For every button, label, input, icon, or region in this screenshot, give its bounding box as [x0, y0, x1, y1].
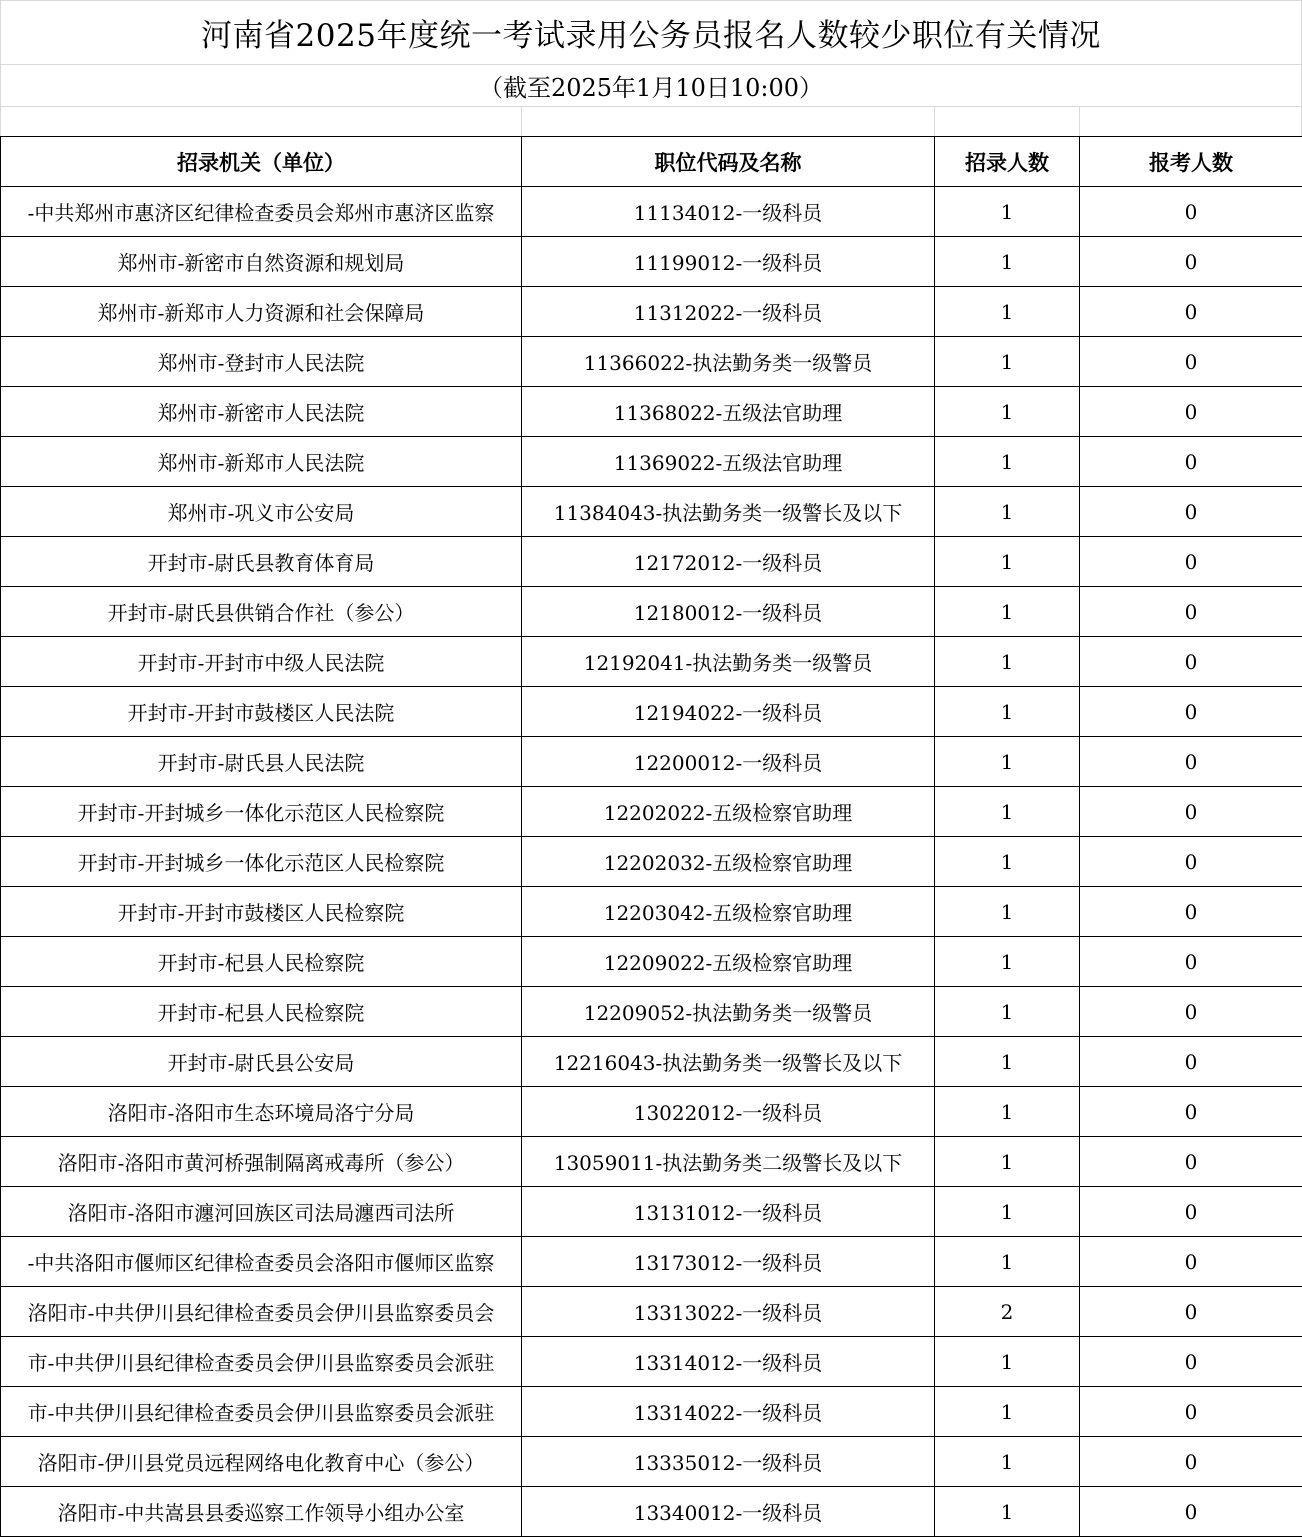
- table-row: [1, 387, 1302, 437]
- table-row: [1, 787, 1302, 837]
- page-title: 河南省2025年度统一考试录用公务员报名人数较少职位有关情况: [0, 0, 1302, 64]
- position-cell[interactable]: 13314012-一级科员: [522, 1337, 935, 1387]
- table-row: [1, 837, 1302, 887]
- table-row: [1, 487, 1302, 537]
- position-cell[interactable]: 13335012-一级科员: [522, 1437, 935, 1487]
- hires-cell[interactable]: 1: [935, 537, 1080, 587]
- table-row: [1, 1137, 1302, 1187]
- position-cell[interactable]: 12200012-一级科员: [522, 737, 935, 787]
- hires-cell[interactable]: 1: [935, 337, 1080, 387]
- table-row: [1, 737, 1302, 787]
- position-cell[interactable]: 13314022-一级科员: [522, 1387, 935, 1437]
- applicants-cell[interactable]: 0: [1080, 787, 1302, 837]
- applicants-cell[interactable]: 0: [1080, 237, 1302, 287]
- applicants-cell[interactable]: 0: [1080, 1087, 1302, 1137]
- agency-cell[interactable]: 市-中共伊川县纪律检查委员会伊川县监察委员会派驻: [1, 1387, 522, 1437]
- position-cell[interactable]: 11199012-一级科员: [522, 237, 935, 287]
- column-header-hires[interactable]: 招录人数: [935, 137, 1080, 187]
- page-subtitle: （截至2025年1月10日10:00）: [0, 64, 1302, 106]
- hires-cell[interactable]: 1: [935, 1487, 1080, 1537]
- position-cell[interactable]: 11134012-一级科员: [522, 187, 935, 237]
- position-cell[interactable]: 12180012-一级科员: [522, 587, 935, 637]
- table-row: [1, 587, 1302, 637]
- agency-cell[interactable]: 洛阳市-中共伊川县纪律检查委员会伊川县监察委员会: [1, 1287, 522, 1337]
- applicants-cell[interactable]: 0: [1080, 1287, 1302, 1337]
- applicants-cell[interactable]: 0: [1080, 1387, 1302, 1437]
- table-row: [1, 637, 1302, 687]
- position-cell[interactable]: 13340012-一级科员: [522, 1487, 935, 1537]
- table-row: [1, 987, 1302, 1037]
- hires-cell[interactable]: 1: [935, 587, 1080, 637]
- column-header-position[interactable]: 职位代码及名称: [522, 137, 935, 187]
- agency-cell[interactable]: 郑州市-新密市人民法院: [1, 387, 522, 437]
- applicants-cell[interactable]: 0: [1080, 1137, 1302, 1187]
- empty-cell[interactable]: [1079, 106, 1302, 136]
- column-header-agency[interactable]: 招录机关（单位）: [1, 137, 522, 187]
- position-cell[interactable]: 12192041-执法勤务类一级警员: [522, 637, 935, 687]
- agency-cell[interactable]: 郑州市-新密市自然资源和规划局: [1, 237, 522, 287]
- agency-cell[interactable]: 开封市-尉氏县供销合作社（参公）: [1, 587, 522, 637]
- hires-cell[interactable]: 1: [935, 1187, 1080, 1237]
- position-cell[interactable]: 12194022-一级科员: [522, 687, 935, 737]
- table-row: [1, 1337, 1302, 1387]
- applicants-cell[interactable]: 0: [1080, 287, 1302, 337]
- applicants-cell[interactable]: 0: [1080, 337, 1302, 387]
- position-cell[interactable]: 11312022-一级科员: [522, 287, 935, 337]
- table-row: [1, 1287, 1302, 1337]
- position-cell[interactable]: 12172012-一级科员: [522, 537, 935, 587]
- table-row: [1, 337, 1302, 387]
- agency-cell[interactable]: 开封市-开封市中级人民法院: [1, 637, 522, 687]
- hires-cell[interactable]: 1: [935, 387, 1080, 437]
- hires-cell[interactable]: 1: [935, 1087, 1080, 1137]
- agency-cell[interactable]: 开封市-开封市鼓楼区人民法院: [1, 687, 522, 737]
- agency-cell[interactable]: 郑州市-巩义市公安局: [1, 487, 522, 537]
- hires-cell[interactable]: 1: [935, 1037, 1080, 1087]
- position-cell[interactable]: 12209052-执法勤务类一级警员: [522, 987, 935, 1037]
- agency-cell[interactable]: 郑州市-新郑市人民法院: [1, 437, 522, 487]
- table-row: [1, 1187, 1302, 1237]
- hires-cell[interactable]: 1: [935, 1387, 1080, 1437]
- table-row: [1, 1237, 1302, 1287]
- agency-cell[interactable]: 郑州市-登封市人民法院: [1, 337, 522, 387]
- header-row: [1, 137, 1302, 187]
- agency-cell[interactable]: 市-中共伊川县纪律检查委员会伊川县监察委员会派驻: [1, 1337, 522, 1387]
- applicants-cell[interactable]: 0: [1080, 987, 1302, 1037]
- agency-cell[interactable]: 开封市-尉氏县教育体育局: [1, 537, 522, 587]
- table-row: [1, 1087, 1302, 1137]
- table-row: [1, 887, 1302, 937]
- table-row: [1, 537, 1302, 587]
- agency-cell[interactable]: 开封市-杞县人民检察院: [1, 937, 522, 987]
- hires-cell[interactable]: 1: [935, 787, 1080, 837]
- applicants-cell[interactable]: 0: [1080, 837, 1302, 887]
- hires-cell[interactable]: 1: [935, 1137, 1080, 1187]
- applicants-cell[interactable]: 0: [1080, 387, 1302, 437]
- agency-cell[interactable]: 洛阳市-洛阳市瀍河回族区司法局瀍西司法所: [1, 1187, 522, 1237]
- hires-cell[interactable]: 1: [935, 1437, 1080, 1487]
- applicants-cell[interactable]: 0: [1080, 487, 1302, 537]
- applicants-cell[interactable]: 0: [1080, 1337, 1302, 1387]
- agency-cell[interactable]: 郑州市-新郑市人力资源和社会保障局: [1, 287, 522, 337]
- position-cell[interactable]: 13022012-一级科员: [522, 1087, 935, 1137]
- applicants-cell[interactable]: 0: [1080, 637, 1302, 687]
- hires-cell[interactable]: 1: [935, 837, 1080, 887]
- position-cell[interactable]: 12202022-五级检察官助理: [522, 787, 935, 837]
- hires-cell[interactable]: 1: [935, 287, 1080, 337]
- applicants-cell[interactable]: 0: [1080, 887, 1302, 937]
- position-cell[interactable]: 11384043-执法勤务类一级警长及以下: [522, 487, 935, 537]
- agency-cell[interactable]: 洛阳市-中共嵩县县委巡察工作领导小组办公室: [1, 1487, 522, 1537]
- hires-cell[interactable]: 1: [935, 737, 1080, 787]
- applicants-cell[interactable]: 0: [1080, 737, 1302, 787]
- hires-cell[interactable]: 1: [935, 937, 1080, 987]
- hires-cell[interactable]: 1: [935, 687, 1080, 737]
- empty-row: [0, 106, 1302, 136]
- table-row: [1, 187, 1302, 237]
- hires-cell[interactable]: 1: [935, 437, 1080, 487]
- table-row: [1, 937, 1302, 987]
- agency-cell[interactable]: -中共洛阳市偃师区纪律检查委员会洛阳市偃师区监察: [1, 1237, 522, 1287]
- table-row: [1, 1387, 1302, 1437]
- table-row: [1, 287, 1302, 337]
- position-cell[interactable]: 12202032-五级检察官助理: [522, 837, 935, 887]
- agency-cell[interactable]: 开封市-尉氏县人民法院: [1, 737, 522, 787]
- hires-cell[interactable]: 1: [935, 487, 1080, 537]
- applicants-cell[interactable]: 0: [1080, 587, 1302, 637]
- position-cell[interactable]: 11366022-执法勤务类一级警员: [522, 337, 935, 387]
- applicants-cell[interactable]: 0: [1080, 437, 1302, 487]
- agency-cell[interactable]: 洛阳市-洛阳市生态环境局洛宁分局: [1, 1087, 522, 1137]
- hires-cell[interactable]: 1: [935, 187, 1080, 237]
- position-cell[interactable]: 13173012-一级科员: [522, 1237, 935, 1287]
- hires-cell[interactable]: 1: [935, 887, 1080, 937]
- agency-cell[interactable]: 开封市-杞县人民检察院: [1, 987, 522, 1037]
- position-cell[interactable]: 12216043-执法勤务类一级警长及以下: [522, 1037, 935, 1087]
- agency-cell[interactable]: 开封市-开封城乡一体化示范区人民检察院: [1, 837, 522, 887]
- agency-cell[interactable]: 洛阳市-洛阳市黄河桥强制隔离戒毒所（参公）: [1, 1137, 522, 1187]
- empty-cell[interactable]: [0, 106, 521, 136]
- applicants-cell[interactable]: 0: [1080, 537, 1302, 587]
- applicants-cell[interactable]: 0: [1080, 1437, 1302, 1487]
- position-cell[interactable]: 13059011-执法勤务类二级警长及以下: [522, 1137, 935, 1187]
- table-row: [1, 1437, 1302, 1487]
- applicants-cell[interactable]: 0: [1080, 937, 1302, 987]
- positions-table: [0, 136, 1302, 1537]
- hires-cell[interactable]: 1: [935, 637, 1080, 687]
- table-row: [1, 237, 1302, 287]
- applicants-cell[interactable]: 0: [1080, 1237, 1302, 1287]
- agency-cell[interactable]: 洛阳市-伊川县党员远程网络电化教育中心（参公）: [1, 1437, 522, 1487]
- column-header-applicants[interactable]: 报考人数: [1080, 137, 1302, 187]
- position-cell[interactable]: 11369022-五级法官助理: [522, 437, 935, 487]
- hires-cell[interactable]: 1: [935, 237, 1080, 287]
- table-row: [1, 687, 1302, 737]
- position-cell[interactable]: 13313022-一级科员: [522, 1287, 935, 1337]
- agency-cell[interactable]: -中共郑州市惠济区纪律检查委员会郑州市惠济区监察: [1, 187, 522, 237]
- position-cell[interactable]: 12209022-五级检察官助理: [522, 937, 935, 987]
- table-row: [1, 1037, 1302, 1087]
- applicants-cell[interactable]: 0: [1080, 187, 1302, 237]
- empty-cell[interactable]: [934, 106, 1079, 136]
- hires-cell[interactable]: 2: [935, 1287, 1080, 1337]
- table-body: [1, 187, 1302, 1537]
- position-cell[interactable]: 13131012-一级科员: [522, 1187, 935, 1237]
- empty-cell[interactable]: [521, 106, 934, 136]
- agency-cell[interactable]: 开封市-开封城乡一体化示范区人民检察院: [1, 787, 522, 837]
- hires-cell[interactable]: 1: [935, 987, 1080, 1037]
- table-row: [1, 1487, 1302, 1537]
- position-cell[interactable]: 12203042-五级检察官助理: [522, 887, 935, 937]
- position-cell[interactable]: 11368022-五级法官助理: [522, 387, 935, 437]
- applicants-cell[interactable]: 0: [1080, 1187, 1302, 1237]
- agency-cell[interactable]: 开封市-尉氏县公安局: [1, 1037, 522, 1087]
- hires-cell[interactable]: 1: [935, 1237, 1080, 1287]
- applicants-cell[interactable]: 0: [1080, 1037, 1302, 1087]
- hires-cell[interactable]: 1: [935, 1337, 1080, 1387]
- agency-cell[interactable]: 开封市-开封市鼓楼区人民检察院: [1, 887, 522, 937]
- table-row: [1, 437, 1302, 487]
- applicants-cell[interactable]: 0: [1080, 1487, 1302, 1537]
- applicants-cell[interactable]: 0: [1080, 687, 1302, 737]
